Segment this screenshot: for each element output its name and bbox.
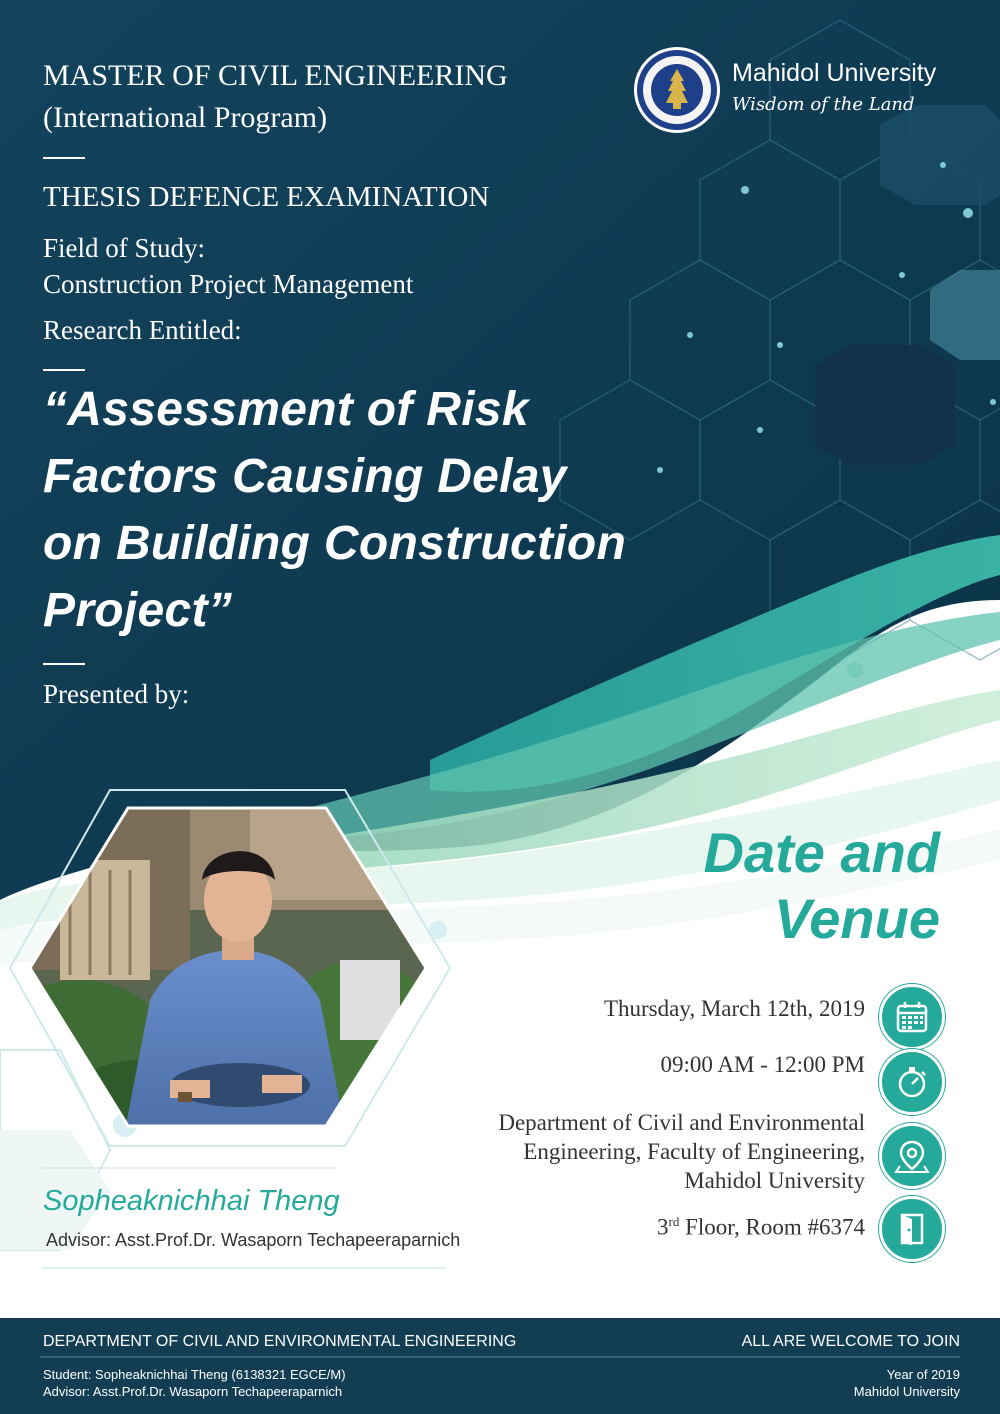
divider-dash (43, 663, 85, 665)
thesis-title-line: Factors Causing Delay (43, 450, 567, 503)
place-line-2: Engineering, Faculty of Engineering, (523, 1139, 865, 1164)
footer-university: Mahidol University (853, 1384, 960, 1399)
footer-student: Student: Sopheaknichhai Theng (6138321 EGCE/M) (43, 1367, 346, 1382)
footer-department: DEPARTMENT OF CIVIL AND ENVIRONMENTAL ENGINEERING (43, 1333, 517, 1350)
footer-year: Year of 2019 (886, 1367, 960, 1382)
place-line-1: Department of Civil and Environmental (498, 1110, 865, 1135)
seal-icon (632, 45, 722, 135)
program-line-1: MASTER OF CIVIL ENGINEERING (43, 59, 508, 92)
event-place (498, 1108, 865, 1195)
calendar-icon (879, 984, 945, 1050)
room-floor-number: 3 (657, 1214, 669, 1240)
thesis-title-line: Project” (43, 584, 233, 637)
university-name: Mahidol University (732, 59, 937, 87)
thesis-title-line: on Building Construction (43, 517, 627, 570)
field-value: Construction Project Management (43, 269, 414, 299)
event-time: 09:00 AM - 12:00 PM (660, 1052, 865, 1077)
program-line-2: (International Program) (43, 101, 328, 134)
stopwatch-icon (879, 1049, 945, 1115)
room-floor-suffix: rd (668, 1214, 680, 1229)
field-label: Field of Study: (43, 233, 206, 263)
divider-dash (43, 157, 85, 159)
program-title (43, 58, 508, 136)
venue-heading-line-1: Date and (703, 821, 940, 884)
map-pin-icon (879, 1123, 945, 1189)
presenter-name: Sopheaknichhai Theng (43, 1185, 340, 1217)
room-rest: Floor, Room #6374 (679, 1214, 865, 1240)
research-label: Research Entitled: (43, 315, 242, 345)
venue-heading-line-2: Venue (774, 887, 940, 950)
footer-welcome: ALL ARE WELCOME TO JOIN (741, 1333, 960, 1350)
thesis-title (43, 376, 626, 644)
door-icon (879, 1196, 945, 1262)
venue-heading (704, 820, 941, 952)
thesis-title-line: “Assessment of Risk (43, 383, 529, 436)
presented-by-label: Presented by: (43, 679, 190, 709)
divider-dash (43, 369, 85, 371)
event-date: Thursday, March 12th, 2019 (603, 996, 865, 1021)
place-line-3: Mahidol University (684, 1168, 865, 1193)
footer-advisor: Advisor: Asst.Prof.Dr. Wasaporn Techapeeraparnich (43, 1384, 343, 1399)
advisor-line: Advisor: Asst.Prof.Dr. Wasaporn Techapeeraparnich (46, 1230, 461, 1250)
university-seal (632, 45, 722, 135)
university-motto: Wisdom of the Land (732, 94, 915, 115)
event-room (657, 1214, 865, 1241)
exam-title: THESIS DEFENCE EXAMINATION (43, 181, 490, 213)
